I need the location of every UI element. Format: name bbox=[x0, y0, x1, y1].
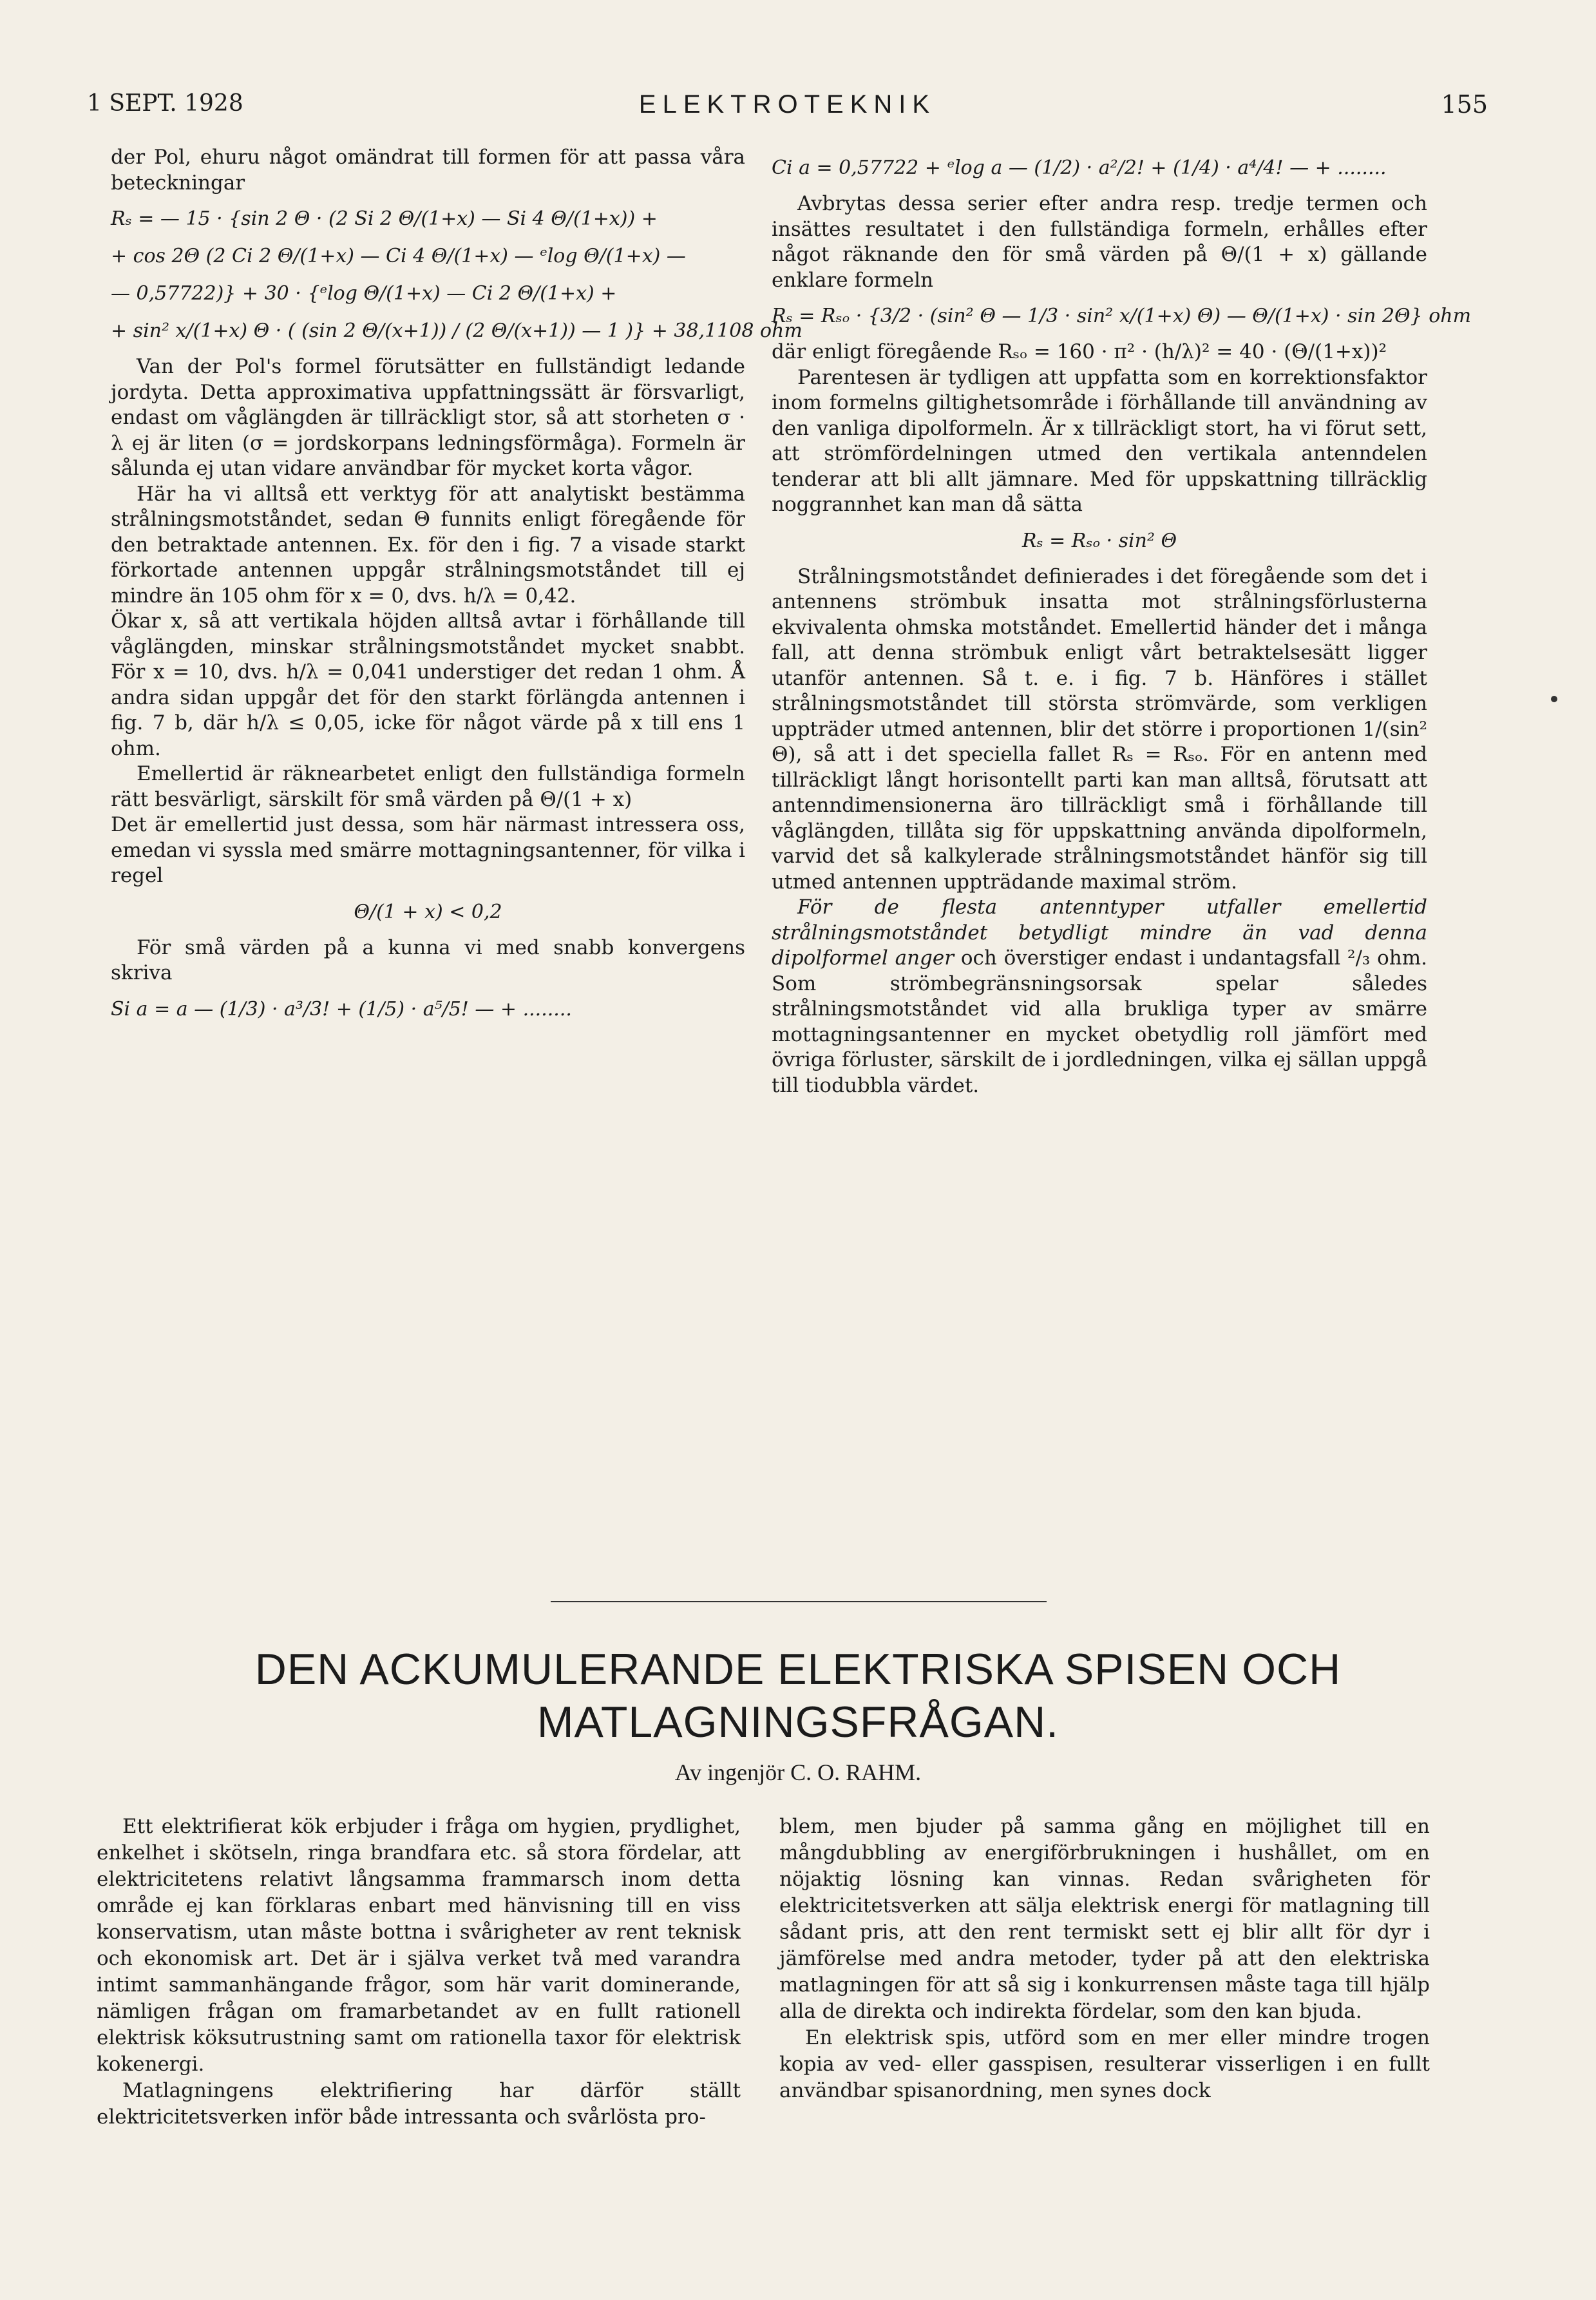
paragraph: Ökar x, så att vertikala höjden alltså avtar i förhållande till våglängden, minskar strålningsmotståndet mycket snabbt. För x = 10, dvs. h/λ = 0,041 understiger det redan 1 ohm. Å andra sidan uppgår det för den starkt förlängda antennen i fig. 7 b, där h/λ ≤ 0,05, icke för något värde på x till ens 1 ohm. bbox=[111, 609, 745, 760]
article-title-line: DEN ACKUMULERANDE ELEKTRISKA SPISEN OCH bbox=[254, 1645, 1342, 1694]
paragraph: Parentesen är tydligen att uppfatta som en korrektionsfaktor inom formelns giltighetsområde i förhållande till användning av den vanliga dipolformeln. Är x tillräckligt stort, ha vi förut sett, att strömfördelningen utmed den vertikala antenndelen tenderar att bli allt jämnare. Med för uppskattning tillräcklig noggrannhet kan man då sätta bbox=[772, 365, 1427, 516]
formula-line: + cos 2Θ (2 Ci 2 Θ/(1+x) — Ci 4 Θ/(1+x) — ᵉlog Θ/(1+x) — bbox=[111, 245, 686, 267]
formula-line: Rₛ = Rₛₒ · sin² Θ bbox=[1021, 529, 1177, 552]
left-column bbox=[111, 145, 803, 1033]
right-column bbox=[772, 145, 1472, 1098]
paragraph: der Pol, ehuru något omändrat till formen för att passa våra beteckningar bbox=[111, 146, 745, 195]
paragraph bbox=[772, 895, 1427, 1098]
paragraph: Ett elektrifierat kök erbjuder i fråga om hygien, prydlighet, enkelhet i skötseln, ringa brandfara etc. så stora fördelar, att elektricitetens relativt långsamma frammarsch inom detta område ej kan förklaras enbart med hänvisning till en viss konservatism, utan måste bottna i svårigheter av rent teknisk och ekonomisk art. Det är i själva verket två med varandra intimt sammanhängande frågor, som här varit dominerande, nämligen frågan om framarbetandet av en fullt rationell elektrisk köksutrustning samt om rationella taxor för elektrisk kokenergi. bbox=[97, 1815, 741, 2076]
formula-line: Si a = a — (1/3) · a³/3! + (1/5) · a⁵/5! — + ........ bbox=[111, 997, 572, 1021]
article-title-line: MATLAGNINGSFRÅGAN. bbox=[537, 1698, 1059, 1747]
formula-line: + sin² x/(1+x) Θ · ( (sin 2 Θ/(x+1)) / (2 Θ/(x+1)) — 1 )} + 38,1108 ohm bbox=[111, 320, 803, 342]
paragraph: Matlagningens elektrifiering har därför ställt elektricitetsverken inför både intressanta och svårlösta pro- bbox=[97, 2079, 741, 2129]
header-page-number: 155 bbox=[1441, 90, 1488, 119]
article-title bbox=[97, 1643, 1499, 1749]
margin-mark bbox=[1551, 696, 1557, 702]
article-left-column bbox=[97, 1814, 741, 2131]
paragraph: Här ha vi alltså ett verktyg för att analytiskt bestämma strålningsmotståndet, sedan Θ funnits enligt föregående för den betraktade antennen. Ex. för den i fig. 7 a visade starkt förkortade antennen uppgår strålningsmotståndet till ej mindre än 105 ohm för x = 0, dvs. h/λ = 0,42. bbox=[111, 482, 745, 608]
article-right-column bbox=[779, 1814, 1430, 2104]
formula-line: Rₛ = — 15 · {sin 2 Θ · (2 Si 2 Θ/(1+x) — Si 4 Θ/(1+x)) + bbox=[111, 207, 658, 230]
text-span: och överstiger endast i undantagsfall ²/₃ ohm. Som strömbegränsningsorsak spelar således strålningsmotståndet vid alla brukliga typer av smärre mottagningsantenner en mycket obetydlig roll jämfört med övriga förluster, särskilt de i jordledningen, vilka ej sällan uppgå till tiodubbla värdet. bbox=[772, 946, 1427, 1097]
header-journal-title: ELEKTROTEKNIK bbox=[638, 90, 936, 119]
header-date: 1 SEPT. 1928 bbox=[87, 90, 243, 117]
paragraph: Van der Pol's formel förutsätter en fullständigt ledande jordyta. Detta approximativa uppfattningssätt är försvarligt, endast om våglängden är tillräckligt stor, så att storheten σ · λ ej är liten (σ = jordskorpans ledningsförmåga). Formeln är sålunda ej utan vidare användbar för mycket korta vågor. bbox=[111, 355, 745, 480]
paragraph: Det är emellertid just dessa, som här närmast intressera oss, emedan vi syssla med smärre mottagningsantenner, för vilka i regel bbox=[111, 813, 745, 887]
formula-line: — 0,57722)} + 30 · {ᵉlog Θ/(1+x) — Ci 2 Θ/(1+x) + bbox=[111, 282, 617, 305]
paragraph: Emellertid är räknearbetet enligt den fullständiga formeln rätt besvärligt, särskilt för små värden på Θ/(1 + x) bbox=[111, 762, 745, 811]
paragraph: där enligt föregående Rₛₒ = 160 · π² · (h/λ)² = 40 · (Θ/(1+x))² bbox=[772, 340, 1387, 363]
page-header bbox=[87, 90, 1488, 129]
italic-text: För de flesta antenntyper utfaller emellertid strålningsmotståndet betydligt mindre än vad denna dipolformel anger bbox=[772, 896, 1427, 970]
formula-line: Ci a = 0,57722 + ᵉlog a — (1/2) · a²/2! + (1/4) · a⁴/4! — + ........ bbox=[772, 157, 1387, 179]
section-divider bbox=[551, 1601, 1047, 1602]
paragraph: En elektrisk spis, utförd som en mer eller mindre trogen kopia av ved- eller gasspisen, resulterar visserligen i en fullt användbar spisanordning, men synes dock bbox=[779, 2026, 1430, 2102]
formula-line: Rₛ = Rₛₒ · {3/2 · (sin² Θ — 1/3 · sin² x/(1+x) Θ) — Θ/(1+x) · sin 2Θ} ohm bbox=[772, 305, 1472, 327]
formula-line: Θ/(1 + x) < 0,2 bbox=[354, 900, 502, 923]
paragraph: För små värden på a kunna vi med snabb konvergens skriva bbox=[111, 935, 745, 984]
paragraph: Avbrytas dessa serier efter andra resp. tredje termen och insättes resultatet i den fullständiga formeln, erhålles efter något räknande den för små värden på Θ/(1 + x) gällande enklare formeln bbox=[772, 192, 1427, 292]
paragraph: Strålningsmotståndet definierades i det föregående som det i antennens strömbuk insatta mot strålningsförlusterna ekvivalenta ohmska motståndet. Emellertid händer det i många fall, att denna strömbuk enligt vårt betraktelsesätt ligger utanför antennen. Så t. e. i fig. 7 b. Hänföres i stället strålningsmotståndet till största strömvärde, som verkligen uppträder utmed antennen, blir det större i proportionen 1/(sin² Θ), så att i det speciella fallet Rₛ = Rₛₒ. För en antenn med tillräckligt långt horisontellt parti kan man alltså, förutsatt att antenndimensionerna äro tillräckligt små i förhållande till våglängden, tillåta sig för uppskattning använda dipolformeln, varvid det så kalkylerade strålningsmotståndet hänför sig till utmed antennen uppträdande maximal ström. bbox=[772, 564, 1427, 894]
paragraph: blem, men bjuder på samma gång en möjlighet till en mångdubbling av energiförbrukningen i hushållet, om en nöjaktig lösning kan vinnas. Redan svårigheten för elektricitetsverken att sälja elektrisk energi för matlagning till sådant pris, att den rent termiskt sett ej blir allt för dyr i jämförelse med andra metoder, tyder på att den elektriska matlagningen för att så sig i konkurrensen måste taga till hjälp alla de direkta och indirekta fördelar, som den kan bjuda. bbox=[779, 1815, 1430, 2023]
article-byline: Av ingenjör C. O. RAHM. bbox=[674, 1759, 922, 1785]
